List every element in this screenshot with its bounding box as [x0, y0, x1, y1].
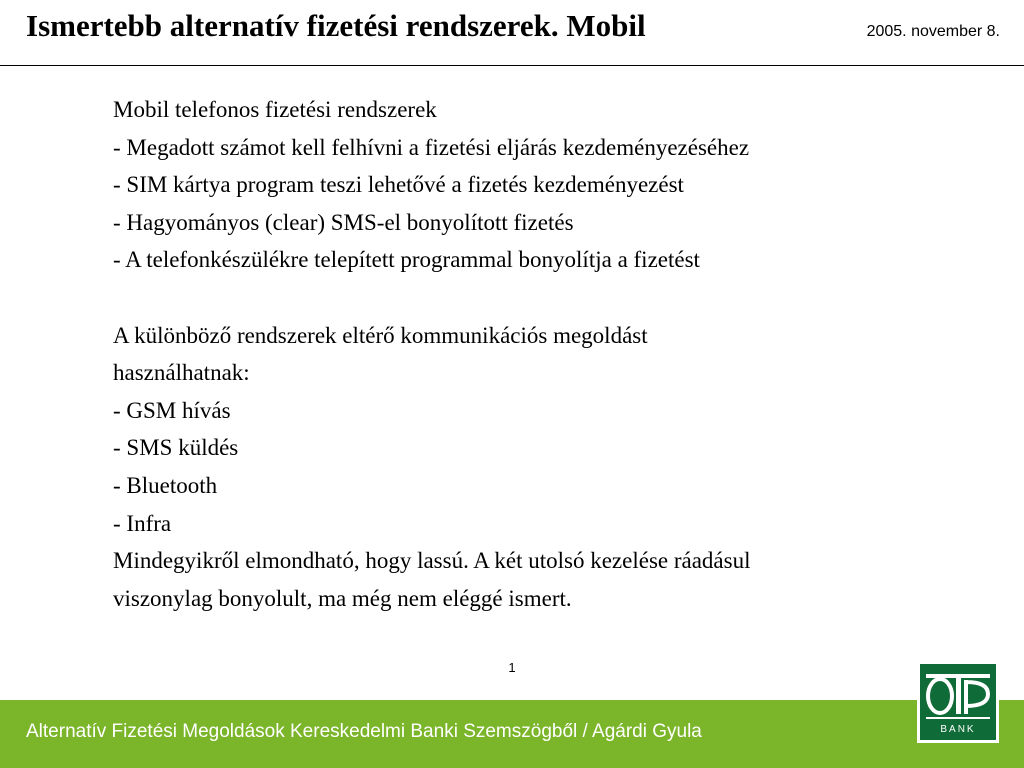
- body-line: - GSM hívás: [113, 397, 231, 423]
- footer-text: Alternatív Fizetési Megoldások Kereskedelmi Banki Szemszögből / Agárdi Gyula: [26, 721, 702, 742]
- slide-date: 2005. november 8.: [866, 23, 1000, 40]
- body-line: - Megadott számot kell felhívni a fizetési eljárás kezdeményezéséhez: [113, 134, 750, 160]
- body-line-blank: [113, 279, 993, 317]
- body-line: - Bluetooth: [113, 472, 218, 498]
- otp-bank-logo-icon: [917, 661, 999, 743]
- slide-header: [0, 0, 1024, 66]
- body-line: használhatnak:: [113, 360, 250, 386]
- footer-bar: [0, 700, 1024, 768]
- body-line: - SIM kártya program teszi lehetővé a fizetés kezdeményezést: [113, 172, 684, 198]
- body-line: Mindegyikről elmondható, hogy lassú. A két utolsó kezelése ráadásul: [113, 548, 751, 574]
- slide-body: [113, 91, 993, 617]
- body-line: Mobil telefonos fizetési rendszerek: [113, 97, 437, 122]
- slide-title: Ismertebb alternatív fizetési rendszerek. Mobil: [26, 8, 646, 43]
- body-line: - SMS küldés: [113, 435, 239, 461]
- body-line: A különböző rendszerek eltérő kommunikációs megoldást: [113, 322, 648, 348]
- body-line: viszonylag bonyolult, ma még nem eléggé ismert.: [113, 585, 572, 611]
- page-number: 1: [508, 660, 516, 675]
- body-line: - A telefonkészülékre telepített programmal bonyolítja a fizetést: [113, 247, 700, 273]
- logo-label: BANK: [940, 724, 976, 735]
- header-divider: [0, 65, 1024, 66]
- logo-background: [920, 664, 996, 740]
- otp-monogram-icon: [920, 664, 996, 740]
- body-line: - Hagyományos (clear) SMS-el bonyolított fizetés: [113, 209, 574, 235]
- body-line: - Infra: [113, 510, 172, 536]
